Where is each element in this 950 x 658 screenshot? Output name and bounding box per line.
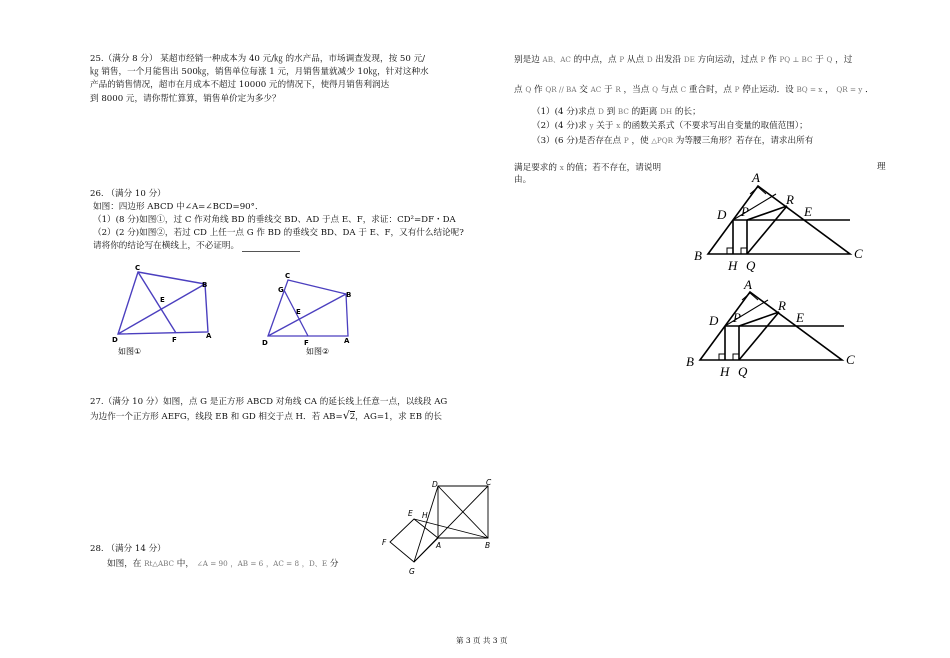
q28-r2p: BQ = x — [796, 85, 823, 94]
q28-sub-1 — [532, 106, 701, 118]
q26-line-2: （1）(8 分)如图①，过 C 作对角线 BD 的垂线交 BD、AD 于点 E、F，求证：CD²=DF・DA — [93, 215, 456, 225]
fig28a-label-d: D — [717, 207, 727, 222]
q28-r2a: 点 — [514, 85, 523, 95]
q28-r2j: Q — [652, 85, 658, 94]
q28-r1o: ，过 — [835, 55, 853, 65]
q28-r1a: 别是边 — [514, 55, 540, 65]
square-aefg — [390, 519, 438, 562]
fig27-label-f: F — [382, 538, 387, 547]
figure-28-top — [690, 168, 865, 276]
q28-right-line-2 — [514, 84, 874, 96]
fig1-label-d: D — [112, 336, 118, 344]
fig2-label-b: B — [346, 291, 352, 299]
q28-s2c: 关于 — [596, 121, 614, 131]
q28-s2d: x — [616, 121, 621, 130]
fig1-label-e: E — [160, 296, 165, 304]
fig1-perpendicular-cf — [138, 272, 176, 333]
q28-r2s: ． — [865, 85, 874, 95]
fig28b-label-p: P — [733, 310, 741, 325]
q28-s4b: x — [559, 163, 564, 172]
figure-26-1 — [110, 262, 220, 357]
fig28b-label-r: R — [778, 298, 786, 313]
q28-sub-2 — [532, 120, 808, 132]
q28-s3b: P — [623, 136, 629, 145]
q28-s2a: （2）(4 分)求 — [532, 121, 587, 131]
fig2-label-c: C — [285, 272, 291, 280]
fig2-label-f: F — [304, 339, 309, 347]
page-footer: 第 3 页 共 3 页 — [456, 636, 508, 645]
q28-r1d: P — [619, 55, 625, 64]
q28-r2d: QR // BA — [545, 85, 577, 94]
diagonal-ca-extended — [414, 486, 491, 562]
q28-r2k: 与点 — [660, 85, 678, 95]
fig28b-label-e: E — [796, 310, 804, 325]
q28-text-a: 如图，在 — [107, 559, 142, 569]
fig28a-label-q: Q — [746, 258, 756, 273]
right-angle-q — [741, 248, 747, 254]
q28-math-ab: ，AB = 6 — [230, 559, 264, 568]
q25-line-2: ㎏ 销售，一个月能售出 500㎏，销售单位每涨 1 元，月销售量就减少 10㎏，针对这种水 — [90, 67, 429, 77]
fig2-label-a: A — [344, 337, 350, 345]
q28-s1a: （1）(4 分)求点 — [532, 107, 596, 117]
q28-r2r: QR = y — [836, 85, 863, 94]
q26-line-4-text: 请将你的结论写在横线上，不必证明。 — [93, 241, 240, 251]
q28-r1n: Q — [826, 55, 833, 64]
fig2-label-e: E — [296, 308, 301, 316]
fig28b-label-c: C — [846, 352, 855, 367]
q27-line-2b: ，AG=1，求 EB 的长 — [355, 412, 442, 422]
q28-r2e: 交 — [579, 85, 588, 95]
q25-line-3: 产品的销售情况，超市在月成本不超过 10000 元的情况下，使得月销售利润达 — [90, 80, 390, 90]
sqrt-radicand: 2 — [349, 412, 356, 422]
fig27-label-e: E — [408, 509, 413, 518]
q28-r1k: 作 — [768, 55, 777, 65]
q28-r1e: 从点 — [626, 55, 645, 65]
q28-r2i: ，当点 — [623, 85, 650, 95]
q28-s1c: 到 — [606, 107, 616, 117]
q28-r1l: PQ ⊥ BC — [779, 55, 813, 64]
q28-math-de: ，D、E — [301, 559, 328, 568]
q28-r2h: R — [615, 85, 621, 94]
q25-line-1: 25.（满分 8 分） 某超市经销一种成本为 40 元/㎏ 的水产品，市场调查发现，按 50 元/ — [90, 54, 426, 64]
fig28a-label-r: R — [786, 192, 794, 207]
q28-s1f: DH — [660, 107, 673, 116]
q28-r2m: 重合时，点 — [688, 85, 732, 95]
q26-line-3: （2）(2 分)如图②，若过 CD 上任一点 G 作 BD 的垂线交 BD、DA 于 E、F，又有什么结论呢? — [93, 228, 464, 238]
fig28b-label-q: Q — [738, 364, 748, 379]
q27-line-2a: 为边作一个正方形 AEFG，线段 EB 和 GD 相交于点 H．若 AB= — [90, 412, 343, 422]
q28-r2c: 作 — [533, 85, 543, 95]
q27-line-1: 27.（满分 10 分）如图，点 G 是正方形 ABCD 对角线 CA 的延长线上任意一点，以线段 AG — [90, 397, 448, 407]
right-angle-h — [719, 354, 725, 360]
q28-r1h: DE — [683, 55, 695, 64]
sqrt-symbol: √ — [342, 409, 350, 422]
q28-heading: 28. （满分 14 分） — [90, 544, 166, 554]
right-angle-q — [733, 354, 739, 360]
fig1-label-c: C — [135, 264, 141, 272]
q25-line-4: 到 8000 元，请你帮忙算算，销售单价定为多少？ — [90, 94, 281, 104]
q28-r1j: P — [760, 55, 766, 64]
fig27-label-h: H — [422, 511, 428, 520]
q28-r2o: 停止运动．设 — [742, 85, 794, 95]
q28-text-g: 分 — [329, 559, 339, 569]
segment-eb — [414, 519, 488, 538]
q28-math-ac: ，AC = 8 — [265, 559, 300, 568]
q28-s2b: y — [589, 121, 594, 130]
q28-s3c: ，使 — [631, 136, 649, 146]
fig28a-label-p: P — [741, 204, 749, 219]
fig2-label-d: D — [262, 339, 268, 347]
fig28a-label-b: B — [694, 248, 702, 263]
fig1-label-b: B — [202, 281, 208, 289]
fig28a-label-c: C — [854, 246, 863, 261]
fig28a-label-e: E — [804, 204, 812, 219]
fig28b-label-h: H — [720, 364, 730, 379]
q28-math-rt: Rt△ABC — [144, 559, 175, 568]
fig28b-label-a: A — [744, 277, 752, 292]
q28-s1g: 的长； — [674, 107, 701, 117]
q28-r2g: 于 — [604, 85, 613, 95]
fig1-caption: 如图① — [118, 347, 142, 356]
q28-text-b: 中， — [176, 559, 194, 569]
fig27-label-d: D — [432, 480, 438, 489]
answer-blank[interactable] — [242, 242, 300, 252]
fig28b-label-d: D — [709, 313, 719, 328]
q28-s4c: 的值；若不存在，请说明 — [566, 163, 662, 173]
q28-s1e: 的距离 — [631, 107, 658, 117]
fig28a-label-h: H — [728, 258, 738, 273]
q28-r1g: 出发沿 — [655, 55, 682, 65]
q26-line-4 — [93, 241, 300, 252]
q27-line-2 — [90, 410, 442, 423]
fig2-label-g: G — [278, 286, 284, 294]
q28-r2n: P — [734, 85, 740, 94]
q28-s3a: （3）(6 分)是否存在点 — [532, 136, 622, 146]
q28-sub-4 — [514, 162, 661, 174]
fig1-label-f: F — [172, 336, 177, 344]
q26-heading: 26. （满分 10 分） — [90, 189, 166, 199]
q28-s3d: △PQR — [651, 136, 674, 145]
q28-s4a: 满足要求的 — [514, 163, 557, 173]
q28-sub-4-end: 理 — [877, 162, 886, 172]
segment-d-aux — [725, 300, 768, 326]
q28-r2q: ， — [825, 85, 834, 95]
fig27-label-c: C — [486, 478, 492, 487]
fig2-diagonal-bd — [268, 294, 346, 336]
q28-sub-5: 由。 — [514, 175, 532, 185]
right-angle-h — [727, 248, 733, 254]
fig28b-label-b: B — [686, 354, 694, 369]
q28-r2b: Q — [525, 85, 532, 94]
fig1-label-a: A — [206, 332, 212, 340]
q28-sub-3 — [532, 135, 813, 147]
q28-r1m: 于 — [815, 55, 824, 65]
figure-27 — [378, 478, 500, 580]
figure-26-2 — [258, 270, 368, 360]
q28-math-angle: ∠A = 90 — [196, 559, 228, 568]
fig28a-label-a: A — [752, 170, 760, 185]
q28-s1b: D — [598, 107, 604, 116]
q28-r1b: AB、AC — [542, 55, 571, 64]
segment-d-aux — [733, 194, 776, 220]
q26-line-1: 如图：四边形 ABCD 中∠A=∠BCD=90°． — [93, 202, 264, 212]
fig27-label-a: A — [436, 541, 442, 550]
q28-r1f: D — [646, 55, 653, 64]
figure-28-bottom — [682, 278, 862, 386]
fig27-label-b: B — [485, 541, 491, 550]
fig27-label-g: G — [409, 567, 415, 576]
q28-r2f: AC — [590, 85, 602, 94]
q28-r1c: 的中点，点 — [573, 55, 617, 65]
q28-s1d: BC — [617, 107, 629, 116]
q28-line-1 — [107, 558, 339, 570]
fig2-caption: 如图② — [306, 347, 330, 356]
q28-s2e: 的函数关系式（不要求写出自变量的取值范围）； — [623, 121, 808, 131]
q28-r2l: C — [680, 85, 687, 94]
q28-s3e: 为等腰三角形？若存在，请求出所有 — [675, 136, 814, 146]
q28-right-line-1 — [514, 54, 852, 66]
q28-r1i: 方向运动，过点 — [697, 55, 758, 65]
